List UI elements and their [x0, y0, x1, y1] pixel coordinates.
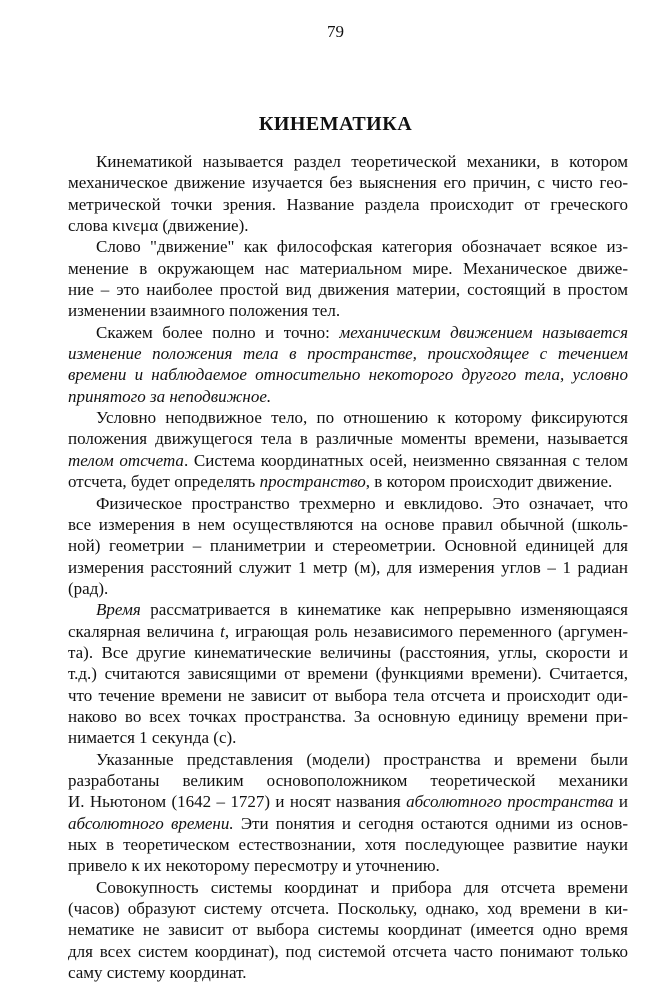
page-title: КИНЕМАТИКА	[258, 113, 413, 135]
body-text	[68, 151, 628, 983]
text-line	[68, 599, 628, 620]
text-line	[68, 855, 628, 876]
text-run: , в котором происходит движение.	[365, 472, 613, 492]
text-line	[68, 621, 628, 642]
text-run: измерения расстояний служит 1 метр (м), для измерения углов – 1 радиан	[68, 557, 628, 577]
text-line	[68, 919, 628, 940]
text-line	[68, 941, 628, 962]
text-line	[68, 172, 628, 193]
text-run: и	[613, 792, 628, 812]
text-run: менение в окружающем нас материальном мире. Механическое движе-	[68, 258, 628, 278]
text-line	[68, 343, 628, 364]
text-line	[68, 407, 628, 428]
text-run: (часов) образуют систему отсчета. Поскольку, однако, ход времени в ки-	[68, 899, 628, 919]
text-run: нимается 1 секунда (с).	[68, 728, 237, 748]
italic-run: Время	[96, 600, 141, 620]
paragraph	[68, 493, 628, 600]
text-line	[68, 194, 628, 215]
text-line	[68, 898, 628, 919]
text-line	[68, 386, 628, 407]
text-line	[68, 557, 628, 578]
text-run: ной) геометрии – планиметрии и стереометрии. Основной единицей для	[68, 536, 628, 556]
text-line	[68, 428, 628, 449]
text-line	[68, 151, 628, 172]
text-line	[68, 813, 628, 834]
italic-run: t	[220, 621, 225, 641]
text-run: положения движущегося тела в различные моменты времени, называется	[68, 429, 628, 449]
text-run: Скажем более полно и точно:	[96, 322, 340, 342]
text-run: (рад).	[68, 578, 109, 598]
text-line	[68, 663, 628, 684]
text-run: скалярная величина	[68, 621, 221, 641]
text-line	[68, 834, 628, 855]
text-run: саму систему координат.	[68, 963, 247, 983]
text-line	[68, 493, 628, 514]
text-line	[68, 706, 628, 727]
text-run: отсчета, будет определять	[68, 472, 260, 492]
paragraph	[68, 877, 628, 984]
text-run: разработаны великим основоположником теоретической механики	[68, 770, 628, 790]
text-line	[68, 514, 628, 535]
text-line	[68, 770, 628, 791]
text-line	[68, 471, 628, 492]
text-run: все измерения в нем осуществляются на основе правил обычной (школь-	[68, 514, 628, 534]
text-run: что течение времени не зависит от выбора тела отсчета и происходит оди-	[68, 685, 628, 705]
text-run: . Система координатных осей, неизменно связанная с телом	[183, 450, 628, 470]
text-run: , играющая роль независимого переменного (аргумен-	[224, 621, 628, 641]
text-line	[68, 749, 628, 770]
text-run: нематике не зависит от выбора системы координат (имеется одно время	[68, 920, 628, 940]
text-run: рассматривается в кинематике как непрерывно изменяющаяся	[140, 600, 628, 620]
text-run: Совокупность системы координат и прибора для отсчета времени	[96, 877, 628, 897]
text-run: слова κινεμα (движение).	[68, 216, 249, 236]
text-line	[68, 578, 628, 599]
italic-run: абсолютного времени.	[68, 813, 234, 833]
paragraph	[68, 749, 628, 877]
text-line	[68, 685, 628, 706]
text-line	[68, 215, 628, 236]
text-run: Указанные представления (модели) пространства и времени были	[96, 749, 628, 769]
text-run: Кинематикой называется раздел теоретической механики, в котором	[96, 152, 628, 171]
text-run: ных в теоретическом естествознании, хотя последующее развитие науки	[68, 835, 628, 854]
text-run: та). Все другие кинематические величины (расстояния, углы, скорости и	[68, 642, 628, 662]
text-run: Эти понятия и сегодня остаются одними из основ-	[233, 813, 628, 833]
text-run: т.д.) считаются зависящими от времени (функциями времени). Считается,	[68, 664, 628, 684]
italic-run: абсолютного пространства	[406, 792, 614, 812]
text-run: механическое движение изучается без выяснения его причин, с чисто гео-	[68, 173, 628, 193]
italic-run: пространство	[259, 472, 366, 492]
text-line	[68, 642, 628, 663]
page-number: 79	[327, 22, 344, 41]
text-line	[68, 364, 628, 385]
text-run: Условно неподвижное тело, по отношению к которому фиксируются	[96, 408, 628, 428]
text-line	[68, 962, 628, 983]
text-line	[68, 322, 628, 343]
italic-run: телом отсчета	[68, 450, 184, 470]
text-line	[68, 535, 628, 556]
text-line	[68, 279, 628, 300]
text-run: привело к их некоторому пересмотру и уточнению.	[68, 856, 440, 876]
text-run: Физическое пространство трехмерно и евклидово. Это означает, что	[96, 493, 628, 513]
text-run: метрической точки зрения. Название раздела происходит от греческого	[68, 194, 628, 214]
paragraph	[68, 236, 628, 321]
text-line	[68, 258, 628, 279]
italic-run: времени и наблюдаемое относительно некоторого другого тела, условно	[68, 365, 628, 385]
text-line	[68, 727, 628, 748]
paragraph	[68, 407, 628, 492]
text-line	[68, 450, 628, 471]
text-run: И. Ньютоном (1642 – 1727) и носят названия	[68, 792, 407, 812]
text-line	[68, 300, 628, 321]
italic-run: изменение положения тела в пространстве, происходящее с течением	[68, 344, 628, 364]
italic-run: механическим движением называется	[339, 322, 628, 342]
paragraph	[68, 322, 628, 407]
italic-run: принятого за неподвижное.	[68, 386, 272, 406]
text-line	[68, 877, 628, 898]
text-line	[68, 236, 628, 257]
text-run: Слово "движение" как философская категория обозначает всякое из-	[96, 237, 628, 257]
paragraph	[68, 599, 628, 748]
text-run: ние – это наиболее простой вид движения материи, состоящий в простом	[68, 280, 628, 300]
text-line	[68, 791, 628, 812]
paragraph	[68, 151, 628, 236]
text-run: для всех систем координат), под системой отсчета часто понимают только	[68, 941, 628, 961]
text-run: изменении взаимного положения тел.	[68, 301, 341, 321]
text-run: наково во всех точках пространства. За основную единицу времени при-	[68, 706, 628, 726]
